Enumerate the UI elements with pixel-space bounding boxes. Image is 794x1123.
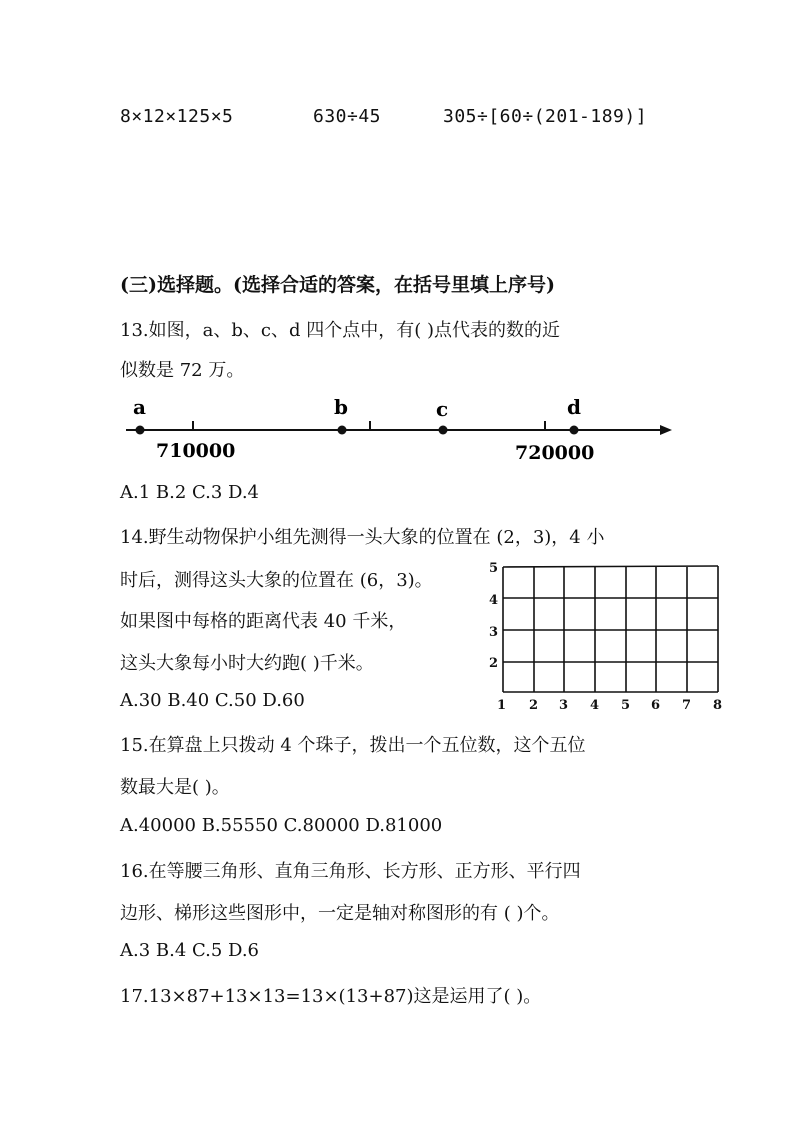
point-label-c: c — [436, 397, 449, 421]
q15-text-line-2: 数最大是( )。 — [120, 777, 230, 798]
point-label-d: d — [567, 395, 581, 419]
section-title: (三)选择题。(选择合适的答案，在括号里填上序号) — [120, 274, 555, 296]
x-label-5: 5 — [621, 698, 631, 713]
point-b — [338, 426, 347, 435]
q16-options: A.3 B.4 C.5 D.6 — [120, 940, 260, 961]
point-label-b: b — [334, 395, 348, 419]
x-label-3: 3 — [559, 698, 569, 713]
q13-text-line-1: 13.如图，a、b、c、d 四个点中，有( )点代表的数的近 — [120, 320, 560, 341]
calc-expression-2: 630÷45 — [313, 106, 382, 127]
point-a — [136, 426, 145, 435]
q16-text-line-2: 边形、梯形这些图形中，一定是轴对称图形的有 ( )个。 — [120, 903, 560, 924]
grid-lines — [503, 566, 718, 692]
y-label-3: 3 — [489, 625, 499, 640]
x-label-6: 6 — [651, 698, 661, 713]
q14-text-line-1: 14.野生动物保护小组先测得一头大象的位置在 (2，3)，4 小 — [120, 527, 605, 548]
calc-expression-3: 305÷[60÷(201-189)] — [443, 106, 648, 127]
calc-expression-1: 8×12×125×5 — [120, 106, 234, 127]
q16-text-line-1: 16.在等腰三角形、直角三角形、长方形、正方形、平行四 — [120, 861, 581, 882]
q15-options: A.40000 B.55550 C.80000 D.81000 — [120, 815, 443, 836]
point-c — [439, 426, 448, 435]
q13-number-line-figure — [0, 390, 794, 470]
tick-label-720000: 720000 — [515, 442, 595, 464]
q14-text-line-3: 如果图中每格的距离代表 40 千米， — [120, 611, 407, 632]
y-label-5: 5 — [489, 561, 499, 576]
q14-options: A.30 B.40 C.50 D.60 — [120, 690, 305, 711]
number-line-arrowhead — [660, 425, 672, 435]
q14-coordinate-grid — [485, 558, 735, 718]
q14-text-line-4: 这头大象每小时大约跑( )千米。 — [120, 653, 374, 674]
y-label-4: 4 — [489, 593, 499, 608]
point-label-a: a — [133, 395, 146, 419]
x-label-2: 2 — [529, 698, 539, 713]
q13-options: A.1 B.2 C.3 D.4 — [120, 482, 260, 503]
tick-label-710000: 710000 — [156, 440, 236, 462]
x-label-7: 7 — [682, 698, 692, 713]
y-label-2: 2 — [489, 656, 499, 671]
x-label-4: 4 — [590, 698, 600, 713]
point-d — [570, 426, 579, 435]
q15-text-line-1: 15.在算盘上只拨动 4 个珠子，拨出一个五位数，这个五位 — [120, 735, 586, 756]
q13-text-line-2: 似数是 72 万。 — [120, 360, 245, 381]
x-label-1: 1 — [497, 698, 507, 713]
x-label-8: 8 — [713, 698, 723, 713]
q14-text-line-2: 时后，测得这头大象的位置在 (6，3)。 — [120, 570, 433, 591]
q17-text-line-1: 17.13×87+13×13=13×(13+87)这是运用了( )。 — [120, 986, 542, 1007]
